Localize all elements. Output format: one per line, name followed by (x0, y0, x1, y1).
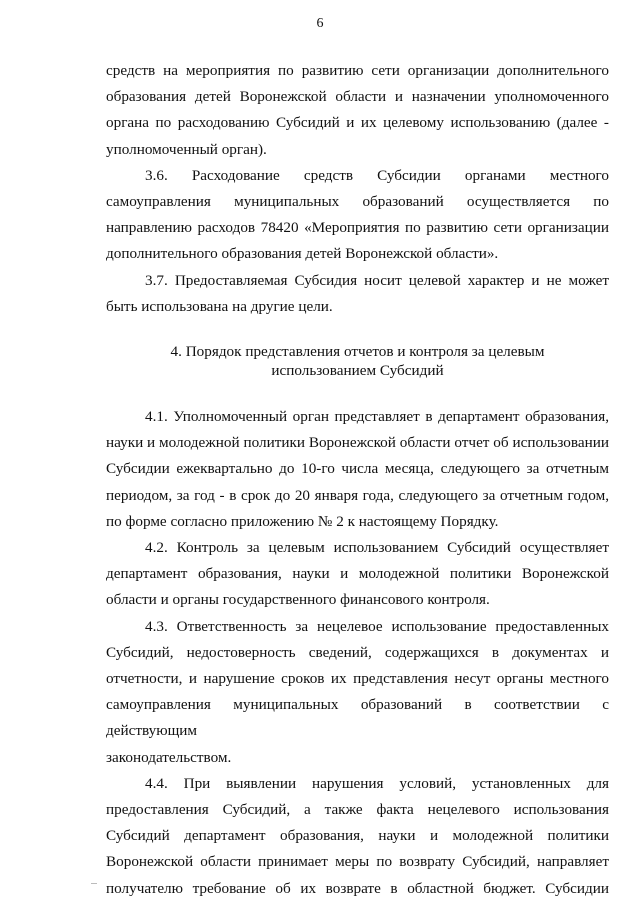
text-line: периодом, за год - в срок до 20 января года, следующего за отчетным годом, (106, 486, 609, 504)
section-heading-4 (106, 342, 609, 380)
text-line: 3.7. Предоставляемая Субсидия носит целевой характер и не может (145, 271, 609, 289)
text-line: 4.2. Контроль за целевым использованием Субсидий осуществляет (145, 539, 609, 557)
text-line: по форме согласно приложению № 2 к настоящему Порядку. (106, 512, 499, 530)
text-line: дополнительного образования детей Воронежской области». (106, 245, 499, 263)
text-line: получателю требование об их возврате в областной бюджет. Субсидии (106, 879, 609, 897)
text-line: самоуправления муниципальных образований в соответствии с действующим (106, 696, 609, 740)
document-body (106, 58, 609, 902)
paragraph-3-7 (106, 268, 609, 320)
paragraph-4-4 (106, 771, 609, 902)
paragraph-4-3 (106, 614, 609, 771)
text-line: Субсидий, недостоверность сведений, содержащихся в документах и (106, 643, 609, 661)
paragraph-3-6 (106, 163, 609, 268)
section-heading-line: использованием Субсидий (271, 362, 444, 380)
text-line: 4.4. При выявлении нарушения условий, установленных для (145, 774, 609, 792)
text-line: законодательством. (106, 748, 232, 766)
text-line: образования детей Воронежской области и назначении уполномоченного (106, 88, 609, 106)
text-line: науки и молодежной политики Воронежской области отчет об использовании (106, 434, 609, 452)
paragraph-4-1 (106, 404, 609, 535)
scan-artifact (91, 883, 97, 884)
text-line: области и органы государственного финансового контроля. (106, 591, 490, 609)
text-line: Субсидий департамент образования, науки и молодежной политики (106, 827, 609, 845)
text-line: уполномоченный орган). (106, 140, 267, 158)
page-number: 6 (316, 16, 324, 31)
section-heading-line: 4. Порядок представления отчетов и контроля за целевым (170, 343, 545, 361)
text-line: самоуправления муниципальных образований осуществляется по (106, 193, 609, 211)
text-line: Воронежской области принимает меры по возврату Субсидий, направляет (106, 853, 609, 871)
text-line: органа по расходованию Субсидий и их целевому использованию (далее - (106, 114, 609, 132)
text-line: направлению расходов 78420 «Мероприятия по развитию сети организации (106, 219, 609, 237)
text-line: Субсидии ежеквартально до 10-го числа месяца, следующего за отчетным (106, 460, 609, 478)
text-line: отчетности, и нарушение сроков их представления несут органы местного (106, 670, 609, 688)
text-line: 4.1. Уполномоченный орган представляет в департамент образования, (145, 408, 609, 426)
text-line: департамент образования, науки и молодежной политики Воронежской (106, 565, 609, 583)
paragraph-4-2 (106, 535, 609, 614)
text-line: средств на мероприятия по развитию сети организации дополнительного (106, 62, 609, 79)
text-line: 4.3. Ответственность за нецелевое использование предоставленных (145, 617, 609, 635)
text-line: предоставления Субсидий, а также факта нецелевого использования (106, 801, 609, 819)
paragraph-continuation (106, 58, 609, 163)
text-line: быть использована на другие цели. (106, 297, 333, 315)
text-line: 3.6. Расходование средств Субсидии органами местного (145, 166, 609, 184)
